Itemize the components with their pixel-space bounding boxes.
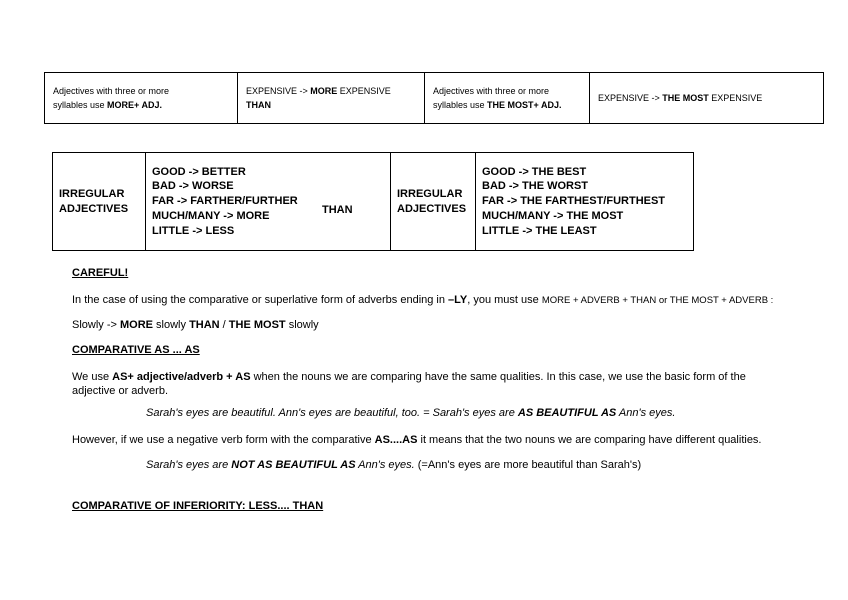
text-run: adjective or adverb.	[72, 385, 168, 397]
text-run: Ann's eyes.	[355, 459, 415, 471]
irregular-label: IRREGULAR	[59, 187, 125, 200]
more-example-cell	[238, 73, 425, 124]
more-rule-formula: MORE+ ADJ.	[107, 100, 162, 110]
than-label: THAN	[322, 204, 353, 216]
most-example-cell	[590, 73, 824, 124]
text-run: /	[219, 319, 229, 331]
text-run: when the nouns we are comparing have the same qualities. In this case, we use the basic form of the	[250, 371, 746, 383]
slowly-example	[72, 318, 319, 332]
text-run: Sarah's eyes are	[146, 459, 232, 471]
more-rule-line1: Adjectives with three or more	[53, 86, 170, 96]
most-example-keyword: THE MOST	[662, 93, 709, 103]
irregular-label-cell	[53, 153, 146, 251]
keyword: THE MOST	[228, 319, 286, 331]
most-example-part: EXPENSIVE	[708, 93, 763, 103]
more-rule-line2: syllables use	[53, 100, 108, 110]
more-example-keyword: MORE	[310, 86, 338, 96]
comparative-item: MUCH/MANY -> MORE	[152, 209, 270, 222]
comparative-item: FAR -> FARTHER/FURTHER	[152, 195, 298, 208]
as-as-keyword: AS....AS	[374, 434, 418, 446]
irregular-label: ADJECTIVES	[397, 202, 467, 215]
as-as-example	[146, 407, 675, 419]
superlative-item: GOOD -> THE BEST	[482, 165, 587, 178]
text-run: , you must use	[467, 294, 542, 306]
not-as-keyword: NOT AS BEAUTIFUL AS	[231, 459, 356, 471]
most-rule-line2: syllables use	[433, 100, 488, 110]
as-as-heading: COMPARATIVE AS ... AS	[72, 344, 200, 356]
as-as-formula: AS+ adjective/adverb + AS	[112, 371, 251, 383]
irregular-label: IRREGULAR	[397, 187, 463, 200]
adverb-rule-paragraph	[72, 293, 773, 308]
negative-as-example	[146, 458, 641, 472]
as-as-keyword: AS BEAUTIFUL AS	[517, 407, 617, 419]
text-run: Slowly ->	[72, 319, 120, 331]
superlatives-cell	[476, 153, 694, 251]
keyword: MORE	[120, 319, 153, 331]
more-example-part: EXPENSIVE	[337, 86, 391, 96]
comparative-item: GOOD -> BETTER	[152, 165, 246, 178]
negative-as-paragraph	[72, 433, 762, 447]
more-rule-cell	[45, 73, 238, 124]
most-rule-formula: THE MOST+ ADJ.	[487, 100, 562, 110]
most-rule-line1: Adjectives with three or more	[433, 86, 550, 96]
careful-heading: CAREFUL!	[72, 267, 129, 279]
more-example-part: EXPENSIVE ->	[246, 86, 311, 96]
comparative-item: BAD -> WORSE	[152, 180, 234, 193]
more-most-table	[44, 72, 824, 124]
inferiority-heading: COMPARATIVE OF INFERIORITY: LESS.... THAN	[72, 500, 324, 512]
more-example-keyword: THAN	[246, 100, 271, 110]
irregular-label: ADJECTIVES	[59, 202, 129, 215]
irregular-adjectives-table	[52, 152, 694, 251]
text-run: slowly	[153, 319, 190, 331]
as-as-paragraph	[72, 370, 772, 398]
text-run: Ann's eyes.	[616, 407, 676, 419]
explanation: (=Ann's eyes are more beautiful than Sarah's)	[414, 459, 642, 471]
adverb-formula: MORE + ADVERB + THAN or THE MOST + ADVERB :	[541, 295, 774, 306]
text-run: Sarah's eyes are beautiful. Ann's eyes are beautiful, too. = Sarah's eyes are	[146, 407, 518, 419]
superlative-item: BAD -> THE WORST	[482, 180, 589, 193]
most-rule-cell	[425, 73, 590, 124]
text-run: We use	[72, 371, 113, 383]
ly-suffix: –LY	[448, 294, 468, 306]
text-run: slowly	[285, 319, 319, 331]
comparatives-cell	[146, 153, 391, 251]
comparative-item: LITTLE -> LESS	[152, 224, 235, 237]
superlative-item: LITTLE -> THE LEAST	[482, 224, 597, 237]
text-run: it means that the two nouns we are comparing have different qualities.	[417, 434, 762, 446]
text-run: However, if we use a negative verb form with the comparative	[72, 434, 375, 446]
most-example-part: EXPENSIVE ->	[598, 93, 663, 103]
text-run: In the case of using the comparative or superlative form of adverbs ending in	[72, 294, 449, 306]
irregular-label-cell-2	[391, 153, 476, 251]
superlative-item: FAR -> THE FARTHEST/FURTHEST	[482, 195, 666, 208]
keyword: THAN	[189, 319, 220, 331]
superlative-item: MUCH/MANY -> THE MOST	[482, 209, 624, 222]
